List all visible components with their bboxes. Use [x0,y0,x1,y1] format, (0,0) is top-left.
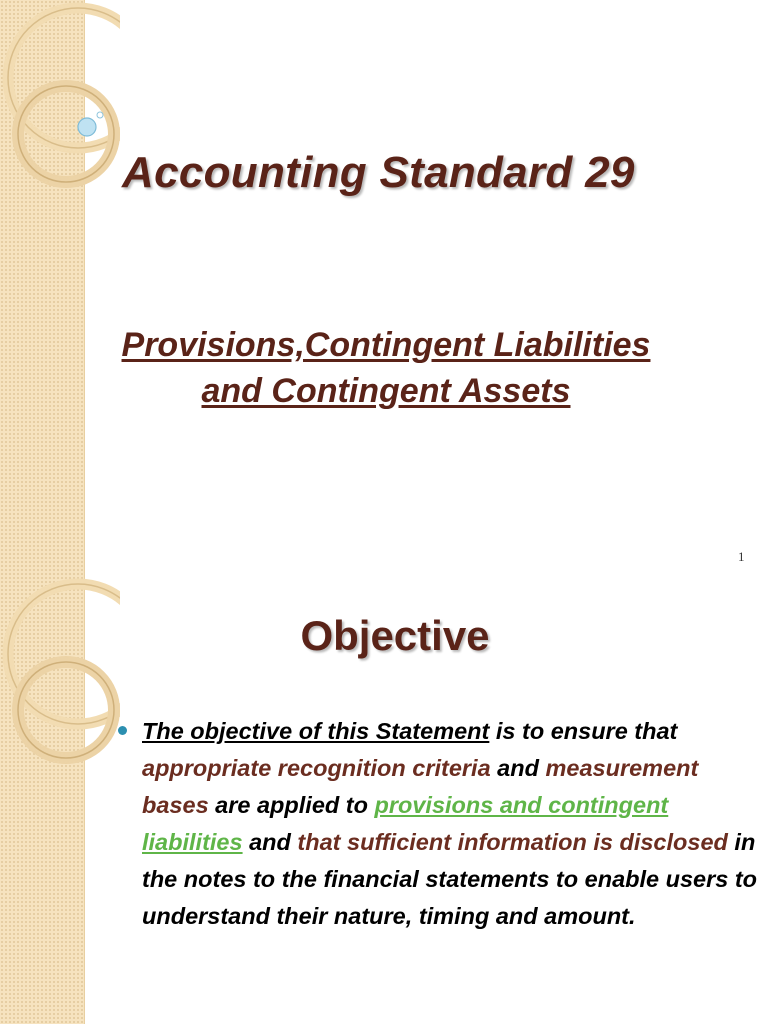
bullet-icon [118,726,127,735]
objective-heading: Objective [300,612,490,659]
text-segment: in the notes to the financial statements to enable users to understand their nature, timing and amount. [142,829,758,929]
text-segment: and [242,829,298,855]
slide-subtitle: Provisions,Contingent Liabilities and Contingent Assets [121,326,651,410]
objective-paragraph [142,713,760,935]
provisions-link[interactable]: provisions and contingent liabilities [142,792,669,855]
text-segment: measurement bases [142,755,699,818]
slide-title: Accounting Standard 29 [122,148,635,197]
text-segment: is to ensure that [489,718,678,744]
text-segment: that sufficient information is disclosed [297,829,728,855]
text-segment: appropriate recognition criteria [142,755,491,781]
text-segment: and [490,755,546,781]
decorative-rings-icon [0,576,120,776]
page-number: 1 [738,549,745,564]
text-segment: The objective of this Statement [142,718,490,744]
slide-2 [0,576,768,1024]
text-segment: are applied to [208,792,375,818]
decorative-rings-icon [0,0,120,200]
